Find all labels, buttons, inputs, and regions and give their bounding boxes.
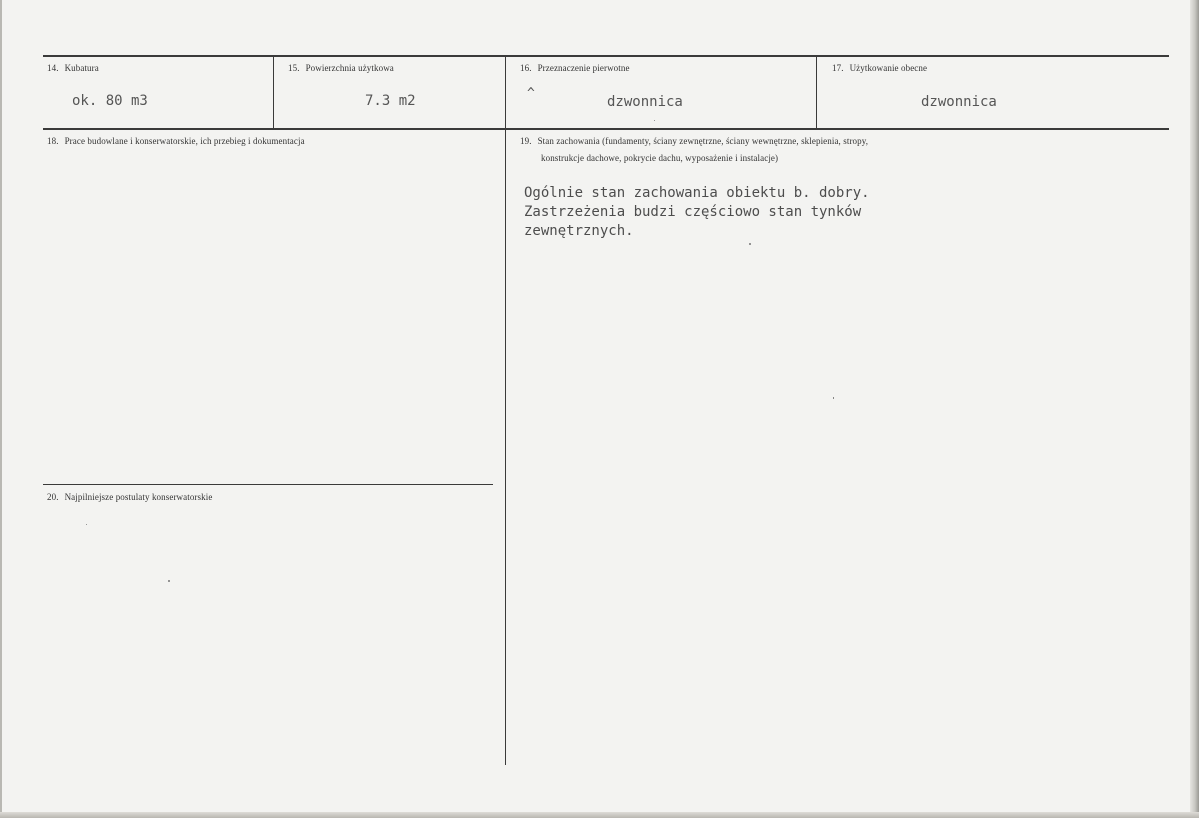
paper-speck: [654, 120, 655, 121]
field-17-label: 17. Użytkowanie obecne: [832, 63, 928, 73]
section-20-rule: [43, 484, 493, 485]
field-16-caret-mark: ^: [527, 86, 535, 101]
field-19-label: 19. Stan zachowania (fundamenty, ściany zewnętrzne, ściany wewnętrzne, sklepienia, stropy,: [520, 136, 869, 146]
paper-speck: [749, 243, 751, 245]
divider-16-17: [816, 57, 817, 128]
top-rule: [43, 55, 1169, 57]
field-17-value: dzwonnica: [921, 94, 997, 110]
field-19-condition-text: Ogólnie stan zachowania obiektu b. dobry. Zastrzeżenia budzi częściowo stan tynków zewnętrznych.: [524, 185, 870, 239]
field-15-value: 7.3 m2: [365, 93, 416, 109]
paper-speck: [168, 580, 170, 582]
field-16-value: dzwonnica: [607, 94, 683, 110]
field-20-label: 20. Najpilniejsze postulaty konserwatorskie: [47, 492, 213, 502]
field-19-label-continued: konstrukcje dachowe, pokrycie dachu, wyposażenie i instalacje): [541, 153, 779, 163]
card-left-edge: [0, 0, 2, 818]
card-right-edge: [1190, 0, 1199, 818]
field-18-label: 18. Prace budowlane i konserwatorskie, ich przebieg i dokumentacja: [47, 136, 305, 146]
card-bottom-edge: [0, 812, 1199, 818]
field-16-label: 16. Przeznaczenie pierwotne: [520, 63, 630, 73]
field-14-value: ok. 80 m3: [72, 93, 148, 109]
divider-14-15: [273, 57, 274, 128]
field-15-label: 15. Powierzchnia użytkowa: [288, 63, 394, 73]
main-vertical-divider: [505, 57, 506, 765]
paper-speck: [86, 524, 87, 525]
row-divider-rule: [43, 128, 1169, 130]
paper-speck: [833, 397, 834, 399]
field-14-label: 14. Kubatura: [47, 63, 99, 73]
